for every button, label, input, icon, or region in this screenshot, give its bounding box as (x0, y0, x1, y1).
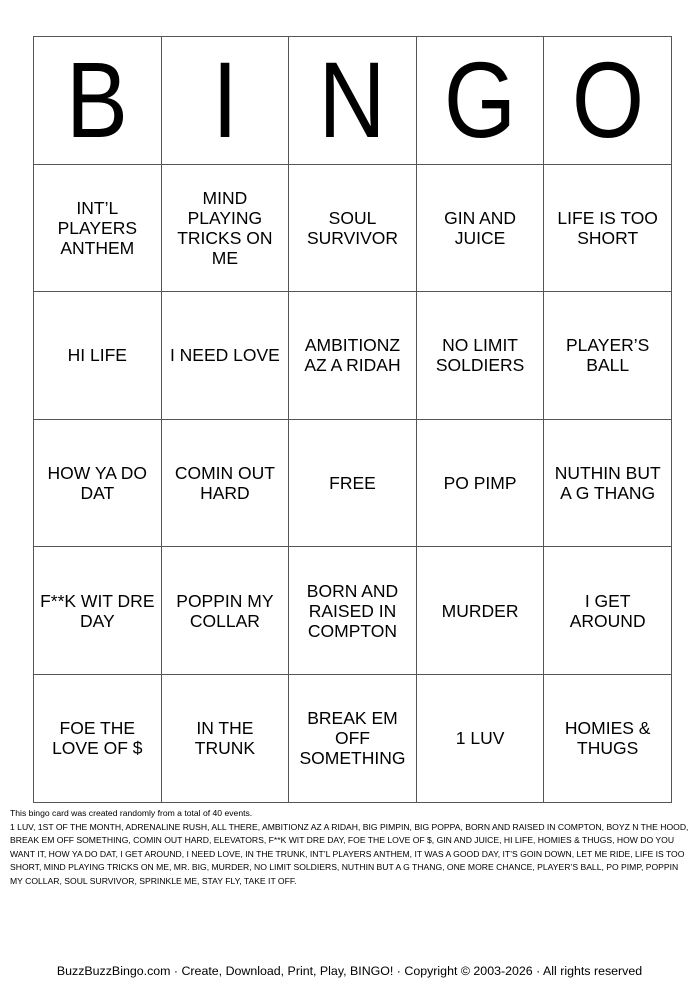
bingo-cell: FOE THE LOVE OF $ (34, 674, 162, 802)
grid-row (34, 674, 672, 802)
bingo-cell: IN THE TRUNK (161, 674, 289, 802)
header-letter-g: G (416, 37, 544, 165)
bingo-cell: F**K WIT DRE DAY (34, 547, 162, 675)
header-letter-n: N (289, 37, 417, 165)
bingo-cell: NUTHIN BUT A G THANG (544, 419, 672, 547)
bingo-cell: NO LIMIT SOLDIERS (416, 292, 544, 420)
grid-row (34, 164, 672, 292)
free-space-cell: FREE (289, 419, 417, 547)
bingo-cell: AMBITIONZ AZ A RIDAH (289, 292, 417, 420)
bingo-cell: COMIN OUT HARD (161, 419, 289, 547)
header-row (34, 37, 672, 165)
created-note: This bingo card was created randomly from a total of 40 events. (10, 808, 253, 818)
bingo-cell: PO PIMP (416, 419, 544, 547)
bingo-cell: HOMIES & THUGS (544, 674, 672, 802)
bingo-cell: 1 LUV (416, 674, 544, 802)
bingo-cell: BORN AND RAISED IN COMPTON (289, 547, 417, 675)
header-letter-i: I (161, 37, 289, 165)
bingo-cell: I GET AROUND (544, 547, 672, 675)
grid-row (34, 419, 672, 547)
header-letter-o: O (544, 37, 672, 165)
bingo-cell: GIN AND JUICE (416, 164, 544, 292)
bingo-cell: I NEED LOVE (161, 292, 289, 420)
bingo-card (33, 36, 672, 803)
grid-row (34, 547, 672, 675)
header-letter-b: B (34, 37, 162, 165)
bingo-cell: PLAYER’S BALL (544, 292, 672, 420)
bingo-cell: POPPIN MY COLLAR (161, 547, 289, 675)
bingo-cell: INT’L PLAYERS ANTHEM (34, 164, 162, 292)
bingo-cell: HOW YA DO DAT (34, 419, 162, 547)
event-list: 1 LUV, 1ST OF THE MONTH, ADRENALINE RUSH, ALL THERE, AMBITIONZ AZ A RIDAH, BIG PIMPIN, BIG POPPA, BORN AND RAISED IN COMPTON, BOYZ N THE HOOD, BREAK EM OFF SOMETHING, COMIN OUT HARD, ELEVATORS, F**K WIT DRE DAY, FOE THE LOVE OF $, GIN AND JUICE, HI LIFE, HOMIES & THUGS, HOW DO YOU WANT IT, HOW YA DO DAT, I GET AROUND, I NEED LOVE, IN THE TRUNK, INT’L PLAYERS ANTHEM, IT WAS A GOOD DAY, IT’S GOIN DOWN, LET ME RIDE, LIFE IS TOO SHORT, MIND PLAYING TRICKS ON ME, MR. BIG, MURDER, NO LIMIT SOLDIERS, NUTHIN BUT A G THANG, ONE MORE CHANCE, PLAYER’S BALL, PO PIMP, POPPIN MY COLLAR, SOUL SURVIVOR, SPRINKLE ME, STAY FLY, TAKE IT OFF. (10, 821, 689, 886)
footer-text: BuzzBuzzBingo.com · Create, Download, Print, Play, BINGO! · Copyright © 2003-2026 · All rights reserved (56, 964, 643, 978)
bingo-cell: BREAK EM OFF SOMETHING (289, 674, 417, 802)
bingo-cell: LIFE IS TOO SHORT (544, 164, 672, 292)
bingo-cell: SOUL SURVIVOR (289, 164, 417, 292)
grid-row (34, 292, 672, 420)
bingo-cell: MIND PLAYING TRICKS ON ME (161, 164, 289, 292)
bingo-cell: MURDER (416, 547, 544, 675)
card-info (10, 807, 690, 888)
bingo-cell: HI LIFE (34, 292, 162, 420)
